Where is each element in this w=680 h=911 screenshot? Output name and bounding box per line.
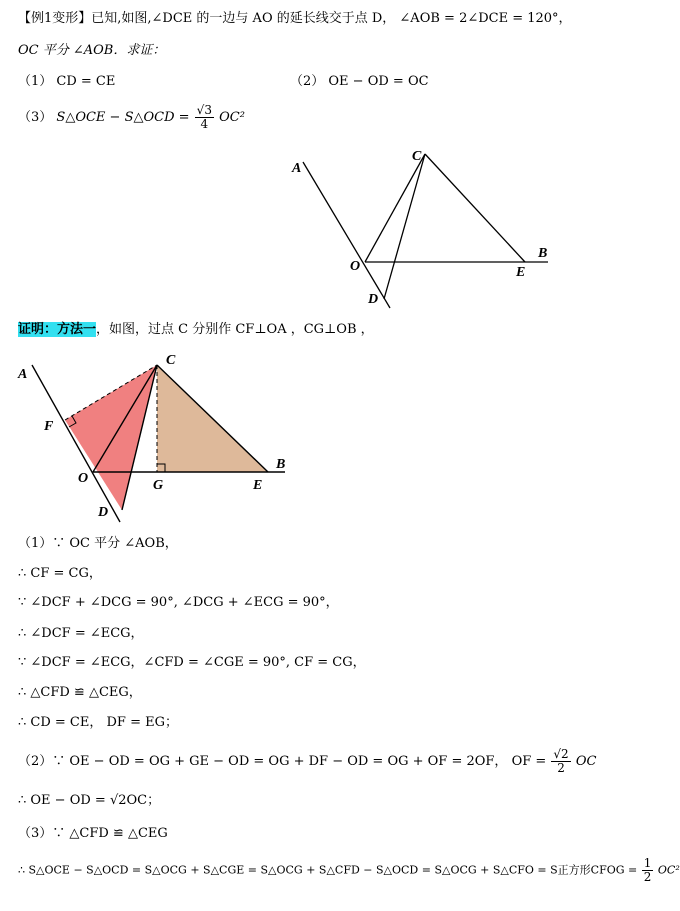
part3-denominator: 2: [643, 870, 652, 884]
segment-OC: [365, 154, 425, 262]
label-C: C: [166, 353, 176, 368]
label-A: A: [292, 161, 302, 176]
label-E: E: [516, 265, 526, 280]
proof-step-1: （1）∵ OC 平分 ∠AOB，: [18, 536, 178, 551]
part3-tail: OC²: [657, 863, 680, 877]
figure-2: [10, 350, 300, 525]
item3-denominator: 4: [200, 117, 209, 131]
label-C: C: [412, 149, 422, 164]
proof-step-2: ∴ CF = CG，: [18, 566, 102, 581]
part2-denominator: 2: [557, 761, 565, 775]
problem-item-3: [18, 104, 245, 131]
item3-rhs: OC²: [219, 110, 245, 125]
label-E: E: [253, 478, 263, 493]
proof-part-2: [18, 748, 596, 775]
problem-item-1: （1） CD = CE: [18, 74, 116, 89]
proof-step-7: ∴ CD = CE， DF = EG；: [18, 715, 178, 730]
label-O: O: [350, 259, 361, 274]
proof-method-highlight: 证明：方法一: [18, 322, 97, 337]
item3-numerator: √3: [196, 103, 212, 117]
label-G: G: [153, 478, 164, 493]
problem-item-2: （2） OE − OD = OC: [290, 74, 429, 89]
label-O: O: [78, 471, 89, 486]
proof-step-6: ∴ △CFD ≌ △CEG，: [18, 685, 142, 700]
label-D: D: [368, 292, 379, 307]
part3-chain: ∴ S△OCE − S△OCD = S△OCG + S△CGE = S△OCG + S△CFD − S△OCD = S△OCG + S△CFO = S正方形CFOG =: [18, 863, 641, 877]
item3-lhs: S△OCE − S△OCD =: [56, 110, 194, 125]
proof-part-3-conclusion: [18, 857, 680, 884]
proof-intro: ，如图，过点 C 分别作 CF⊥OA ，CG⊥OB ，: [96, 322, 374, 337]
label-F: F: [44, 419, 54, 434]
proof-step-4: ∴ ∠DCF = ∠ECG，: [18, 626, 144, 641]
part3-numerator: 1: [643, 856, 652, 870]
segment-CD: [384, 154, 425, 299]
problem-line-2: OC 平分 ∠AOB．求证：: [18, 43, 166, 58]
part2-tail: OC: [575, 754, 597, 769]
item3-prefix: （3）: [18, 110, 53, 125]
part3-fraction: [642, 857, 654, 884]
segment-CE: [425, 154, 525, 262]
part2-fraction: [551, 748, 570, 775]
label-B: B: [276, 457, 286, 472]
item3-fraction: [195, 104, 214, 131]
figure-1: [280, 140, 570, 310]
label-D: D: [98, 505, 109, 520]
line-AD: [303, 162, 390, 308]
proof-step-5: ∵ ∠DCF = ∠ECG，∠CFD = ∠CGE = 90°, CF = CG，: [18, 655, 366, 670]
problem-line-1: 【例1变形】已知,如图,∠DCE 的一边与 AO 的延长线交于点 D， ∠AOB = 2∠DCE = 120°，: [18, 11, 572, 26]
proof-header: [18, 321, 374, 339]
proof-step-3: ∵ ∠DCF + ∠DCG = 90°, ∠DCG + ∠ECG = 90°，: [18, 595, 339, 610]
proof-part-2-conclusion: ∴ OE − OD = √2OC；: [18, 793, 161, 808]
part2-main: （2）∵ OE − OD = OG + GE − OD = OG + DF − OD = OG + OF = 2OF， OF =: [18, 754, 551, 769]
label-A: A: [18, 367, 28, 382]
label-B: B: [538, 246, 548, 261]
proof-part-3: （3）∵ △CFD ≌ △CEG: [18, 826, 168, 841]
part2-numerator: √2: [553, 747, 569, 761]
